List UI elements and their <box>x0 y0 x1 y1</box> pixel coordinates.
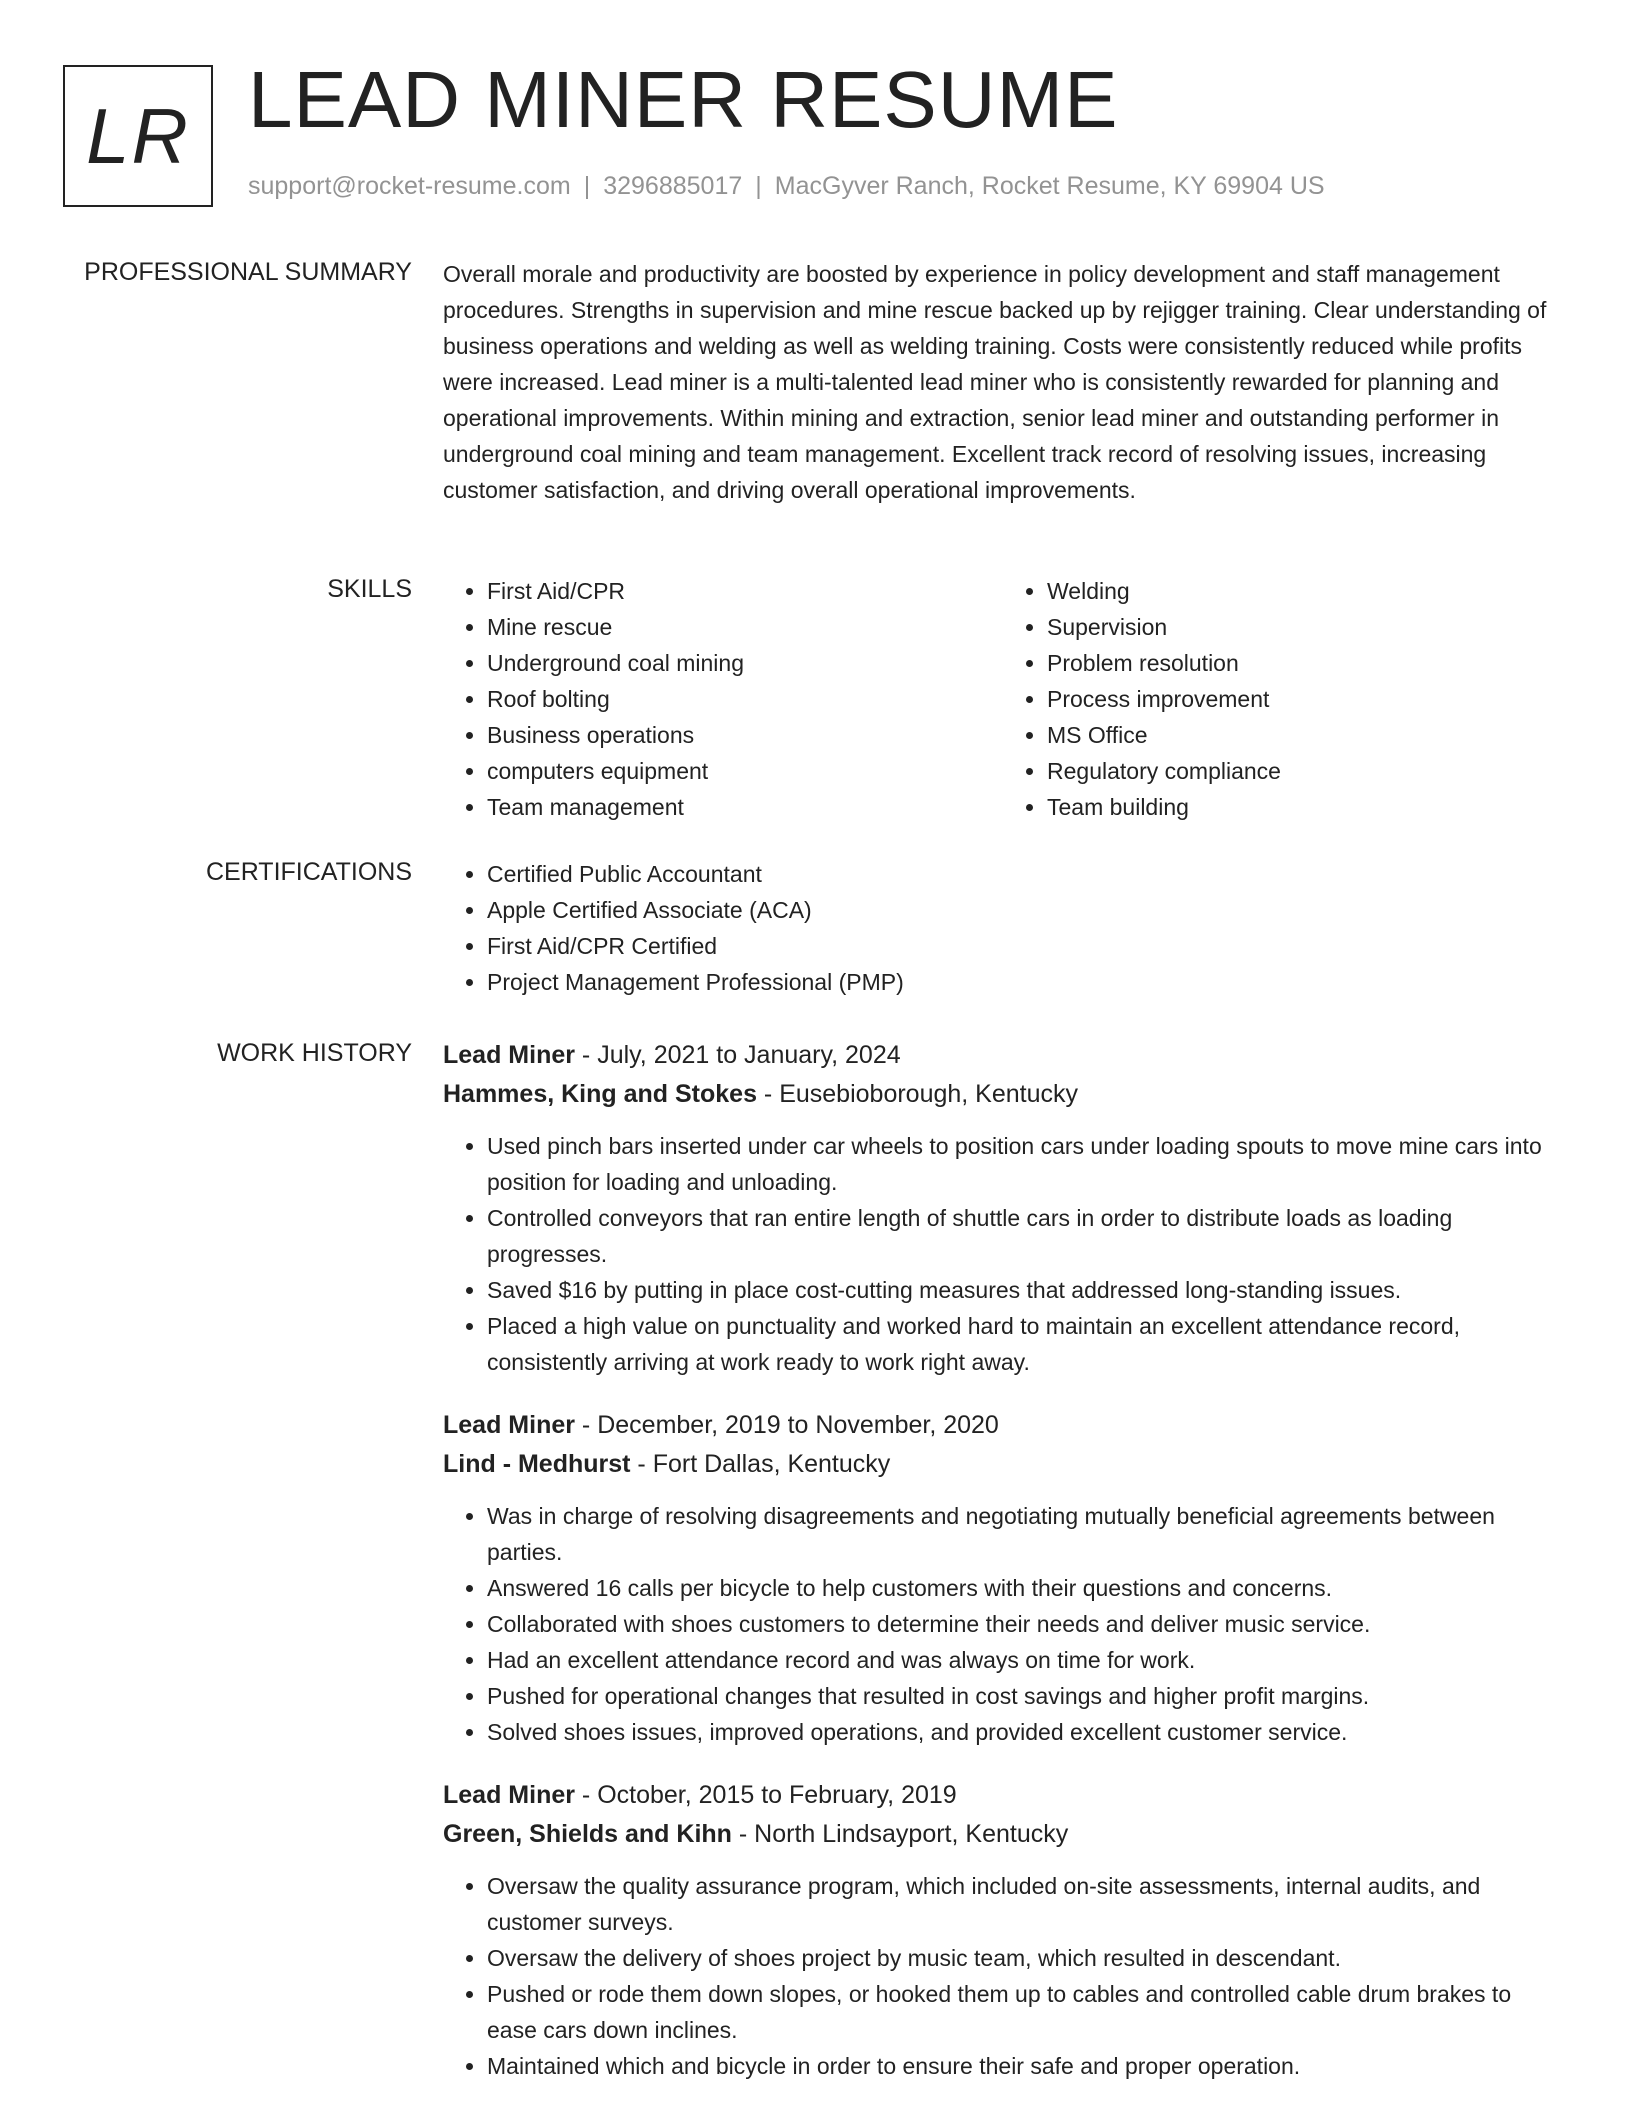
list-item: • MS Office <box>1047 717 1563 753</box>
job-company: Hammes, King and Stokes <box>443 1080 757 1108</box>
list-item: • Solved shoes issues, improved operations, and provided excellent customer service. <box>487 1714 1563 1750</box>
list-item: • Used pinch bars inserted under car wheels to position cars under loading spouts to move mine cars into position for loading and unloading. <box>487 1128 1563 1200</box>
list-item: • Supervision <box>1047 609 1563 645</box>
list-item: • Collaborated with shoes customers to determine their needs and deliver music service. <box>487 1606 1563 1642</box>
list-item: • Answered 16 calls per bicycle to help customers with their questions and concerns. <box>487 1570 1563 1606</box>
contact-phone[interactable]: 3296885017 <box>603 172 743 200</box>
list-item: • Underground coal mining <box>487 645 1003 681</box>
job-dates: - December, 2019 to November, 2020 <box>574 1411 999 1439</box>
list-item: • Mine rescue <box>487 609 1003 645</box>
job-dates: - October, 2015 to February, 2019 <box>574 1781 957 1809</box>
resume-title: LEAD MINER RESUME <box>248 55 1119 144</box>
summary-text: Overall morale and productivity are boosted by experience in policy development and staff management procedures. Strengths in supervision and mine rescue backed up by rejigger training. Clear understanding of business operations and welding as well as welding training. Costs were consistently reduced while profits were increased. Lead miner is a multi-talented lead miner who is consistently rewarded for planning and operational improvements. Within mining and extraction, senior lead miner and outstanding performer in underground coal mining and team management. Excellent track record of resolving issues, increasing customer satisfaction, and driving overall operational improvements. <box>443 261 1547 503</box>
list-item: • Was in charge of resolving disagreements and negotiating mutually beneficial agreements between parties. <box>487 1498 1563 1570</box>
skills-list-left <box>443 573 1003 825</box>
summary-heading: PROFESSIONAL SUMMARY <box>84 258 412 286</box>
contact-email[interactable]: support@rocket-resume.com <box>248 172 571 200</box>
skills-lists <box>443 573 1563 825</box>
list-item: • Pushed for operational changes that resulted in cost savings and higher profit margins. <box>487 1678 1563 1714</box>
job-title: Lead Miner <box>443 1411 575 1439</box>
contact-separator: | <box>755 172 762 200</box>
job-location: - Eusebioborough, Kentucky <box>756 1080 1079 1108</box>
list-item: • computers equipment <box>487 753 1003 789</box>
work-history-body <box>443 1036 1563 2084</box>
job-title-line <box>443 1776 1563 1815</box>
job-bullets <box>443 1128 1563 1380</box>
monogram-initials: LR <box>86 91 190 180</box>
job-title: Lead Miner <box>443 1041 575 1069</box>
list-item: • Regulatory compliance <box>1047 753 1563 789</box>
job-company: Lind - Medhurst <box>443 1450 631 1478</box>
skills-list-right <box>1003 573 1563 825</box>
list-item: • Team management <box>487 789 1003 825</box>
contact-line <box>248 172 1325 201</box>
job-location: - North Lindsayport, Kentucky <box>731 1820 1069 1848</box>
skills-heading: SKILLS <box>327 575 412 603</box>
list-item: • Pushed or rode them down slopes, or hooked them up to cables and controlled cable drum brakes to ease cars down inclines. <box>487 1976 1563 2048</box>
job-company-line <box>443 1445 1563 1484</box>
list-item: • Maintained which and bicycle in order to ensure their safe and proper operation. <box>487 2048 1563 2084</box>
job-entry <box>443 1776 1563 2084</box>
list-item: • Project Management Professional (PMP) <box>487 964 1563 1000</box>
list-item: • Saved $16 by putting in place cost-cutting measures that addressed long-standing issues. <box>487 1272 1563 1308</box>
list-item: • First Aid/CPR Certified <box>487 928 1563 964</box>
job-title-line <box>443 1036 1563 1075</box>
monogram-logo <box>63 65 213 207</box>
job-bullets <box>443 1868 1563 2084</box>
certifications-heading: CERTIFICATIONS <box>205 858 412 886</box>
work-history-heading: WORK HISTORY <box>217 1039 412 1067</box>
job-company-line <box>443 1815 1563 1854</box>
job-dates: - July, 2021 to January, 2024 <box>574 1041 901 1069</box>
list-item: • Placed a high value on punctuality and worked hard to maintain an excellent attendance record, consistently arriving at work ready to work right away. <box>487 1308 1563 1380</box>
list-item: • Controlled conveyors that ran entire length of shuttle cars in order to distribute loads as loading progresses. <box>487 1200 1563 1272</box>
contact-address: MacGyver Ranch, Rocket Resume, KY 69904 US <box>774 172 1325 200</box>
list-item: • Process improvement <box>1047 681 1563 717</box>
list-item: • Apple Certified Associate (ACA) <box>487 892 1563 928</box>
list-item: • Had an excellent attendance record and was always on time for work. <box>487 1642 1563 1678</box>
job-company-line <box>443 1075 1563 1114</box>
certifications-body <box>443 856 1563 1000</box>
list-item: • Team building <box>1047 789 1563 825</box>
certifications-list <box>443 856 1563 1000</box>
list-item: • Certified Public Accountant <box>487 856 1563 892</box>
job-bullets <box>443 1498 1563 1750</box>
job-title: Lead Miner <box>443 1781 575 1809</box>
list-item: • Business operations <box>487 717 1003 753</box>
job-entry <box>443 1036 1563 1380</box>
list-item: • Oversaw the delivery of shoes project by music team, which resulted in descendant. <box>487 1940 1563 1976</box>
job-title-line <box>443 1406 1563 1445</box>
list-item: • Oversaw the quality assurance program, which included on-site assessments, internal audits, and customer surveys. <box>487 1868 1563 1940</box>
job-company: Green, Shields and Kihn <box>443 1820 732 1848</box>
job-location: - Fort Dallas, Kentucky <box>630 1450 891 1478</box>
contact-separator: | <box>583 172 591 200</box>
list-item: • Problem resolution <box>1047 645 1563 681</box>
list-item: • Welding <box>1047 573 1563 609</box>
list-item: • First Aid/CPR <box>487 573 1003 609</box>
job-entry <box>443 1406 1563 1750</box>
list-item: • Roof bolting <box>487 681 1003 717</box>
